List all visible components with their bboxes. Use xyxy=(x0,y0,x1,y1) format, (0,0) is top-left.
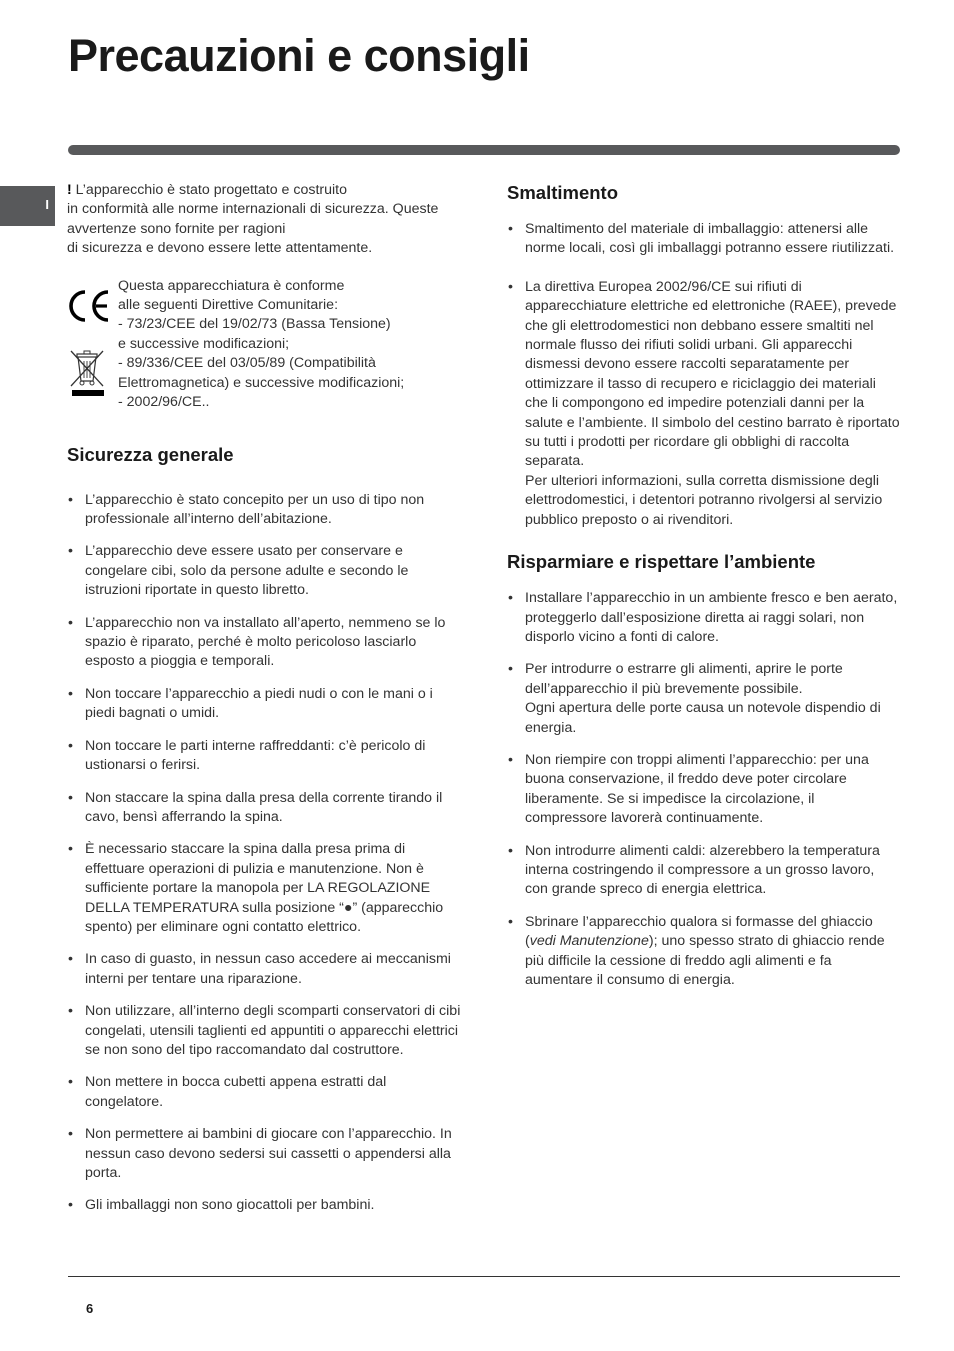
language-tab-label: I xyxy=(45,197,49,212)
risparmiare-list xyxy=(507,589,900,990)
language-tab xyxy=(0,186,55,226)
list-item: • Non staccare la spina dalla presa della corrente tirando il cavo, bensì afferrando la spina. xyxy=(67,789,462,828)
item-text: Sbrinare l’apparecchio qualora si formasse del ghiaccio ( xyxy=(525,913,873,950)
header-divider-bar xyxy=(68,145,900,155)
list-item: • Non toccare le parti interne raffreddanti: c’è pericolo di ustionarsi o ferirsi. xyxy=(67,737,462,776)
smaltimento-list xyxy=(507,220,900,530)
list-item: • Non introdurre alimenti caldi: alzerebbero la temperatura interna costringendo il compressore a un grosso lavoro, con grande spreco di energia elettrica. xyxy=(507,842,900,900)
list-item xyxy=(507,913,900,991)
list-item: • Gli imballaggi non sono giocattoli per bambini. xyxy=(67,1196,462,1215)
list-item: • La direttiva Europea 2002/96/CE sui rifiuti di apparecchiature elettriche ed elettroniche (RAEE), prevede che gli elettrodomestici non debbano essere smaltiti nel normale flusso dei rifiuti solidi urbani. Gli apparecchi dismessi devono essere raccolti separatamente per ottimizzare il tasso di recupero e riciclaggio dei materiali che li compongono ed impedire potenziali danni per la salute e l’ambiente. Il simbolo del cestino barrato è riportato su tutti i prodotti per ricordare gli obblighi di raccolta separata. Per ulteriori informazioni, sulla corretta dismissione degli elettrodomestici, i detentori potranno rivolgersi al servizio pubblico preposto o ai rivenditori. xyxy=(507,278,900,530)
list-item: • Non toccare l’apparecchio a piedi nudi o con le mani o i piedi bagnati o umidi. xyxy=(67,685,462,724)
section-heading-sicurezza: Sicurezza generale xyxy=(67,443,234,465)
list-item: • Installare l’apparecchio in un ambiente fresco e ben aerato, proteggerlo dall’esposizione diretta ai raggi solari, non disporlo vicino a fonti di calore. xyxy=(507,589,900,647)
item-text: ); uno spesso strato di ghiaccio rende più difficile la cessione di freddo agli alimenti e fa aumentare il consumo di energia. xyxy=(525,933,885,988)
list-item: • In caso di guasto, in nessun caso accedere ai meccanismi interni per tentare una riparazione. xyxy=(67,950,462,989)
list-item: • Smaltimento del materiale di imballaggio: attenersi alle norme locali, così gli imballaggi potranno essere riutilizzati. xyxy=(507,220,900,259)
list-item: • Non utilizzare, all’interno degli scomparti conservatori di cibi congelati, utensili taglienti ed appuntiti o apparecchi elettrici se non sono del tipo raccomandato dal costruttore. xyxy=(67,1002,462,1060)
ce-mark-icon xyxy=(67,289,111,323)
page-title: Precauzioni e consigli xyxy=(68,30,530,81)
ce-directives-text: Questa apparecchiatura è conforme alle seguenti Direttive Comunitarie: - 73/23/CEE del 19/02/73 (Bassa Tensione) e successive modificazioni; - 89/336/CEE del 03/05/89 (Compatibilità Elettromagnetica) e successive modificazioni; - 2002/96/CE.. xyxy=(118,277,405,411)
warning-mark: ! xyxy=(67,182,72,198)
section-heading-smaltimento: Smaltimento xyxy=(507,182,619,203)
intro-warning xyxy=(67,181,462,259)
list-item: • L’apparecchio non va installato all’aperto, nemmeno se lo spazio è riparato, perché è molto pericoloso lasciarlo esposto a pioggia e temporali. xyxy=(67,614,462,672)
list-item: • L’apparecchio è stato concepito per un uso di tipo non professionale all’interno dell’abitazione. xyxy=(67,491,462,530)
ce-compliance-block xyxy=(67,277,462,417)
list-item: • È necessario staccare la spina dalla presa prima di effettuare operazioni di pulizia e manutenzione. Non è sufficiente portare la manopola per LA REGOLAZIONE DELLA TEMPERATURA sulla posizione “●” (apparecchio spento) per eliminare ogni contatto elettrico. xyxy=(67,840,462,937)
section-heading-risparmiare: Risparmiare e rispettare l’ambiente xyxy=(507,551,816,573)
footer-divider xyxy=(68,1276,900,1277)
list-item: • Non riempire con troppi alimenti l’apparecchio: per una buona conservazione, il freddo deve poter circolare liberamente. Se si impedisce la circolazione, il compressore lavorerà continuamente. xyxy=(507,751,900,829)
list-item: • L’apparecchio deve essere usato per conservare e congelare cibi, solo da persone adulte e secondo le istruzioni riportate in questo libretto. xyxy=(67,542,462,600)
intro-text: L’apparecchio è stato progettato e costruito in conformità alle norme internazionali di sicurezza. Queste avvertenze sono fornite per ragioni di sicurezza e devono essere lette attentamente. xyxy=(67,182,439,257)
right-column xyxy=(507,181,900,1003)
list-item: • Non permettere ai bambini di giocare con l’apparecchio. In nessun caso devono sedersi sui cassetti o appendersi alla porta. xyxy=(67,1125,462,1183)
list-item: • Per introdurre o estrarre gli alimenti, aprire le porte dell’apparecchio il più brevemente possibile. Ogni apertura delle porte causa un notevole dispendio di energia. xyxy=(507,660,900,738)
list-item: • Non mettere in bocca cubetti appena estratti dal congelatore. xyxy=(67,1073,462,1112)
crossed-bin-icon xyxy=(68,348,108,398)
page-number: 6 xyxy=(86,1301,94,1316)
sicurezza-list xyxy=(67,491,462,1216)
left-column xyxy=(67,181,462,1229)
manutenzione-reference: vedi Manutenzione xyxy=(529,933,649,950)
